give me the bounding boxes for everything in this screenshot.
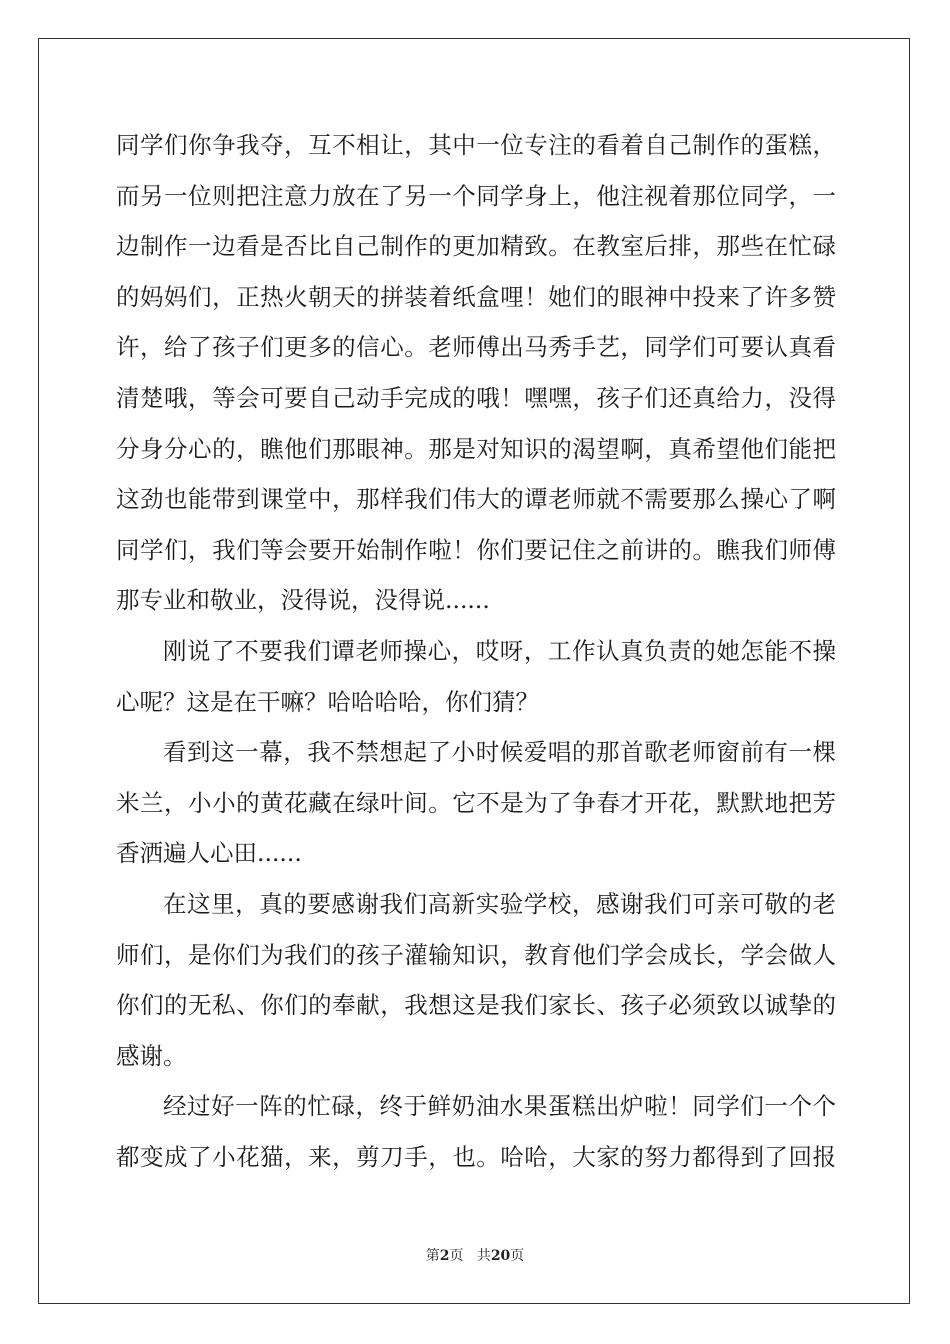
paragraph-first-line: 经过好一阵的忙碌，终于鲜奶油水果蛋糕出炉啦！同学们一个个 [163, 1092, 836, 1121]
total-pages: 20 [490, 1248, 511, 1264]
text-line: 这劲也能带到课堂中，那样我们伟大的谭老师就不需要那么操心了啊 [116, 485, 836, 514]
text-line: 同学们你争我夺，互不相让，其中一位专注的看着自己制作的蛋糕， [116, 131, 836, 159]
text-line: 边制作一边看是否比自己制作的更加精致。在教室后排，那些在忙碌 [116, 232, 836, 261]
footer-prefix: 第 [425, 1248, 440, 1264]
text-line: 师们，是你们为我们的孩子灌输知识，教育他们学会成长，学会做人 [116, 940, 836, 969]
paragraph-first-line: 在这里，真的要感谢我们高新实验学校，感谢我们可亲可敬的老 [163, 889, 836, 918]
footer-total-suffix: 页 [510, 1248, 525, 1264]
text-line: 的妈妈们，正热火朝天的拼装着纸盒哩！她们的眼神中投来了许多赞 [116, 282, 836, 311]
text-line: 许，给了孩子们更多的信心。老师傅出马秀手艺，同学们可要认真看 [116, 333, 836, 362]
text-line: 心呢？这是在干嘛？哈哈哈哈，你们猜？ [116, 687, 539, 716]
page-footer [0, 1245, 950, 1265]
paragraph-first-line: 看到这一幕，我不禁想起了小时候爱唱的那首歌老师窗前有一棵 [163, 738, 836, 767]
text-line: 米兰，小小的黄花藏在绿叶间。它不是为了争春才开花，默默地把芳 [116, 788, 836, 817]
text-line: 香洒遍人心田...... [116, 839, 302, 868]
text-line: 而另一位则把注意力放在了另一个同学身上，他注视着那位同学，一 [116, 181, 836, 210]
text-line: 同学们，我们等会要开始制作啦！你们要记住之前讲的。瞧我们师傅 [116, 535, 836, 564]
paragraph-first-line: 刚说了不要我们谭老师操心，哎呀，工作认真负责的她怎能不操 [163, 636, 836, 665]
text-line: 都变成了小花猫，来，剪刀手，也。哈哈，大家的努力都得到了回报 [116, 1142, 836, 1171]
document-body [116, 120, 836, 1182]
page-number: 2 [439, 1248, 450, 1264]
text-line: 感谢。 [116, 1041, 187, 1070]
text-line: 清楚哦，等会可要自己动手完成的哦！嘿嘿，孩子们还真给力，没得 [116, 383, 836, 412]
footer-total-prefix: 共 [476, 1248, 491, 1264]
footer-page-suffix: 页 [449, 1248, 464, 1264]
text-line: 那专业和敬业，没得说，没得说...... [116, 586, 490, 615]
text-line: 分身分心的，瞧他们那眼神。那是对知识的渴望啊，真希望他们能把 [116, 434, 836, 463]
text-line: 你们的无私、你们的奉献，我想这是我们家长、孩子必须致以诚挚的 [116, 991, 836, 1020]
